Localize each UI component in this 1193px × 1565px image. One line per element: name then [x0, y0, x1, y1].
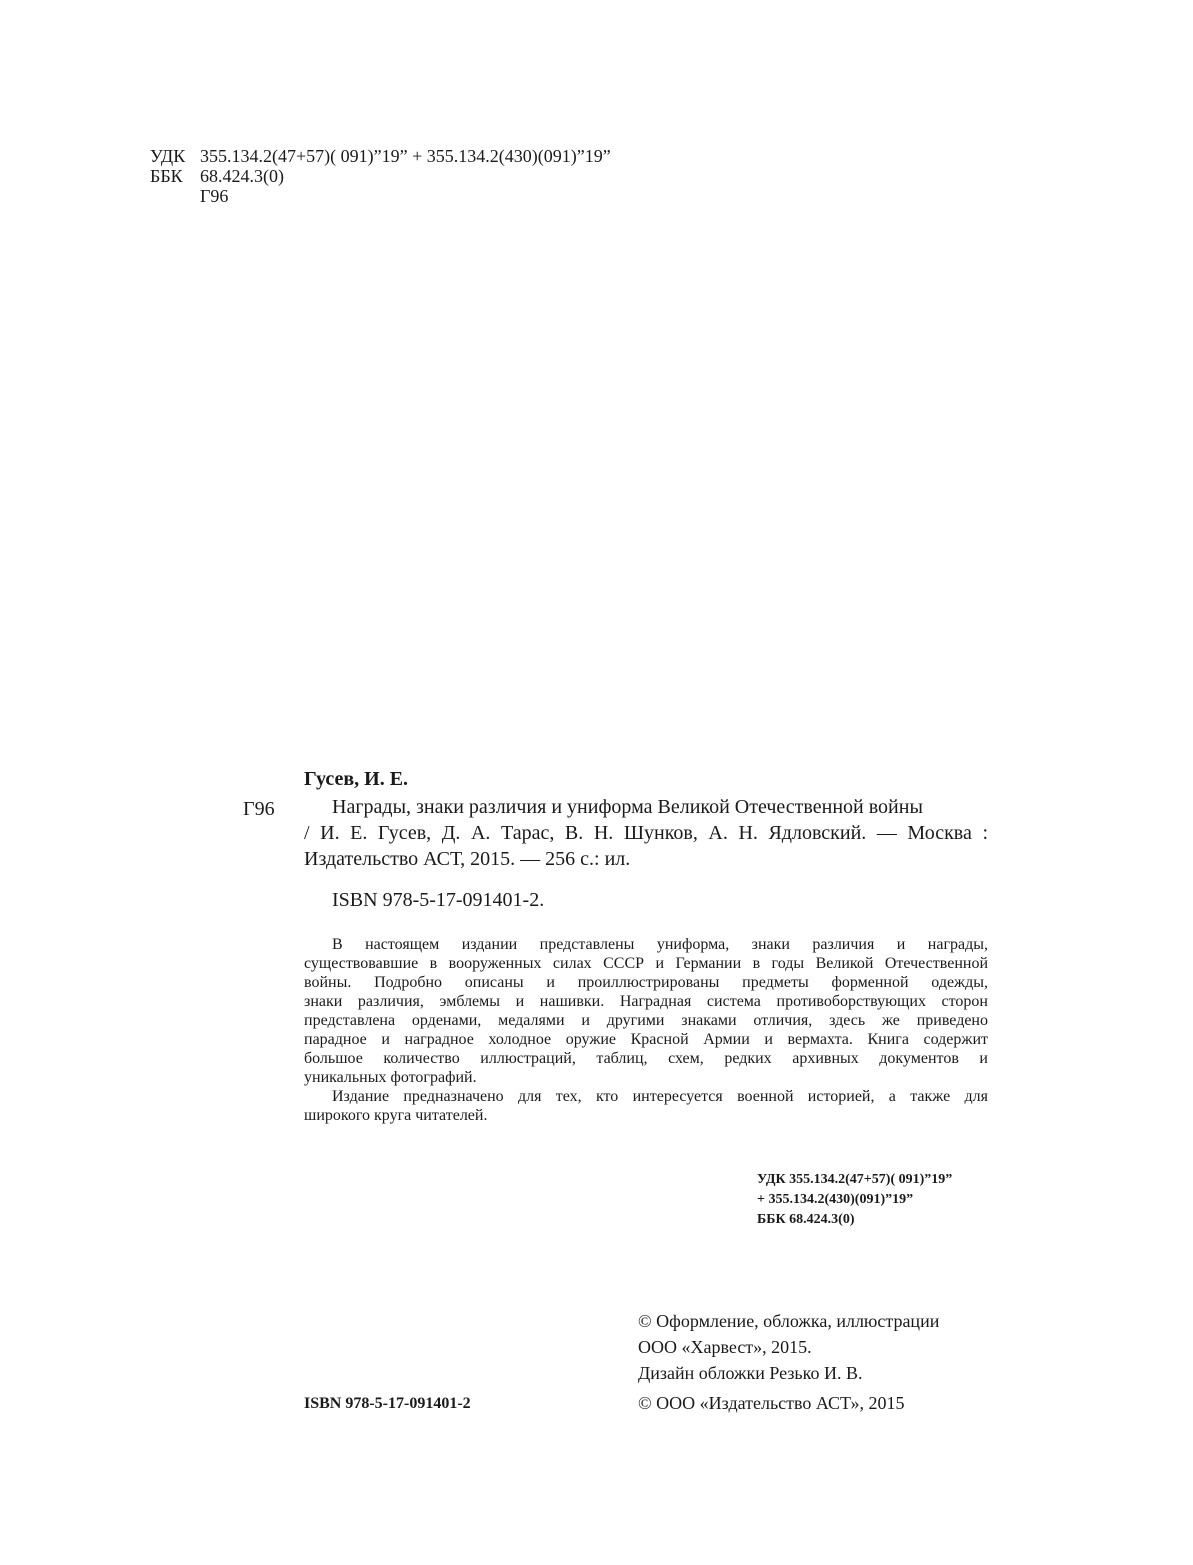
title-line: Издательство АСТ, 2015. — 256 с.: ил.: [304, 848, 631, 870]
classification-codes-bold: [757, 1170, 952, 1230]
annotation-line: В настоящем издании представлены униформа, знаки различия и награды,: [332, 936, 988, 953]
udk-row: [150, 146, 611, 166]
title-line: / И. Е. Гусев, Д. А. Тарас, В. Н. Шунков, А. Н. Ядловский. — Москва :: [304, 822, 988, 844]
author-mark-row: [150, 186, 611, 206]
annotation-line: парадное и наградное холодное оружие Красной Армии и вермахта. Книга содержит: [304, 1031, 988, 1048]
title-line: Награды, знаки различия и униформа Великой Отечественной войны: [332, 796, 923, 818]
udk-bold-line: + 355.134.2(430)(091)”19”: [757, 1192, 914, 1207]
copyright-line: © ООО «Издательство АСТ», 2015: [638, 1393, 905, 1413]
annotation: [304, 935, 988, 1125]
top-classification-codes: [150, 146, 611, 206]
bbk-label: ББК: [150, 166, 183, 186]
bibliographic-description: [304, 794, 988, 872]
bbk-bold-line: ББК 68.424.3(0): [757, 1212, 855, 1227]
udk-value: 355.134.2(47+57)( 091)”19” + 355.134.2(430)(091)”19”: [200, 146, 611, 166]
author-heading: Гусев, И. Е.: [304, 768, 409, 790]
annotation-line: Издание предназначено для тех, кто интересуется военной историей, а также для: [332, 1088, 988, 1105]
annotation-line: войны. Подробно описаны и проиллюстрированы предметы форменной одежды,: [304, 974, 988, 991]
copyright-line: ООО «Харвест», 2015.: [638, 1337, 812, 1357]
annotation-line: представлена орденами, медалями и другими знаками отличия, здесь же приведено: [304, 1012, 988, 1029]
copyright-line: © Оформление, обложка, иллюстрации: [638, 1311, 940, 1331]
copyright-block: [638, 1308, 939, 1416]
isbn-bottom: ISBN 978-5-17-091401-2: [304, 1395, 471, 1412]
udk-label: УДК: [150, 146, 186, 166]
bbk-value: 68.424.3(0): [200, 166, 284, 186]
udk-bold-line: УДК 355.134.2(47+57)( 091)”19”: [757, 1172, 953, 1187]
copyright-line: Дизайн обложки Резько И. В.: [638, 1363, 863, 1383]
annotation-line: знаки различия, эмблемы и нашивки. Наградная система противоборствующих сторон: [304, 993, 988, 1010]
annotation-line: уникальных фотографий.: [304, 1069, 477, 1086]
bbk-row: [150, 166, 611, 186]
annotation-line: большое количество иллюстраций, таблиц, схем, редких архивных документов и: [304, 1050, 988, 1067]
top-author-mark: Г96: [200, 186, 229, 206]
isbn-entry: ISBN 978-5-17-091401-2.: [332, 889, 545, 911]
entry-author-mark: Г96: [243, 798, 275, 820]
annotation-line: существовавшие в вооруженных силах СССР и Германии в годы Великой Отечественной: [304, 955, 988, 972]
annotation-line: широкого круга читателей.: [304, 1107, 488, 1124]
